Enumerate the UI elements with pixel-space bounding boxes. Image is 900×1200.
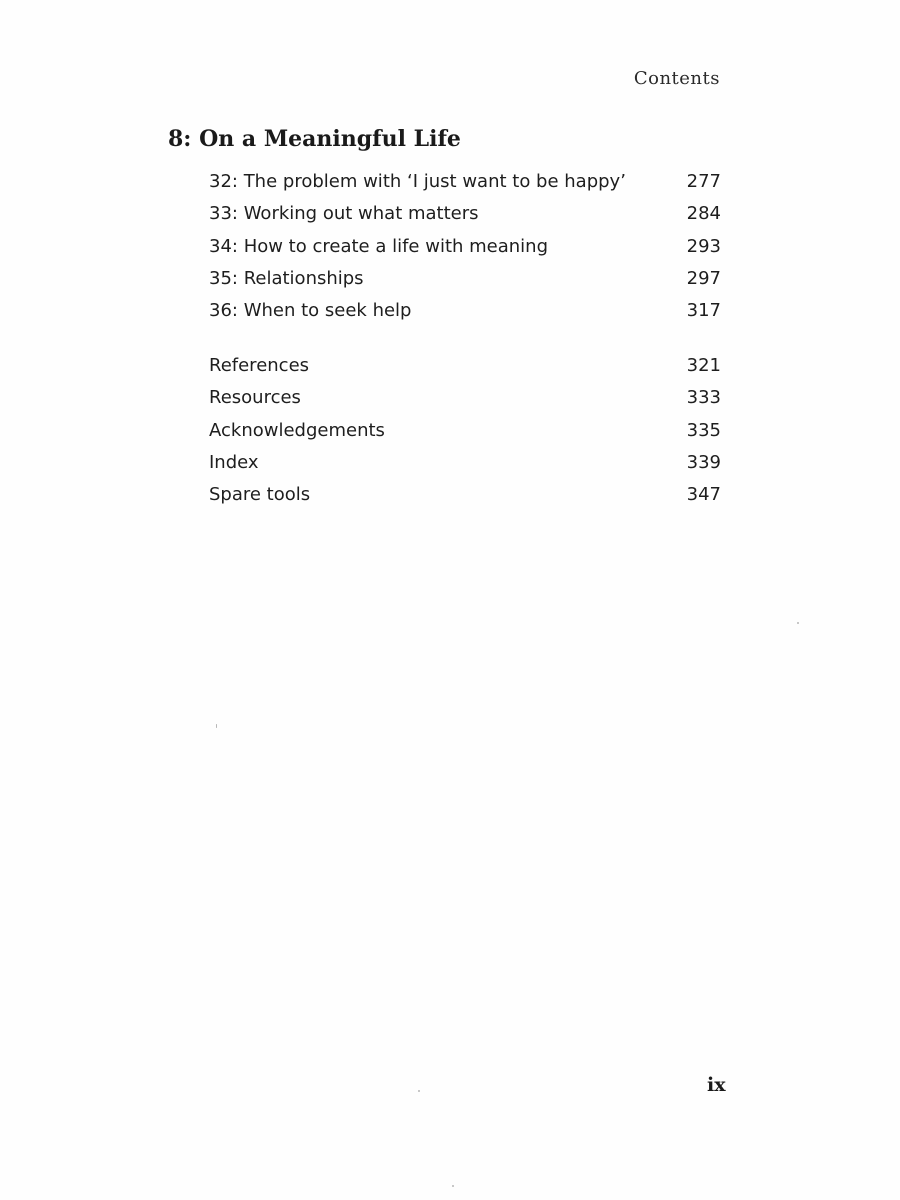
page-number: ix (707, 1074, 726, 1096)
toc-entry (209, 353, 721, 385)
toc-entry-title: 35: Relationships (209, 267, 364, 289)
toc-entry (209, 418, 721, 450)
toc-entry (209, 201, 721, 233)
toc-entry-page: 317 (686, 300, 721, 322)
part-title: 8: On a Meaningful Life (168, 126, 461, 152)
paper-speck (216, 724, 217, 728)
back-matter-list (209, 353, 721, 514)
toc-entry-title: Index (209, 451, 259, 473)
toc-entry-title: 33: Working out what matters (209, 203, 479, 225)
toc-entry (209, 298, 721, 330)
toc-entry-page: 297 (686, 267, 721, 289)
toc-entry-title: Spare tools (209, 484, 311, 506)
toc-entry-page: 293 (686, 235, 721, 257)
toc-entry (209, 266, 721, 298)
running-head: Contents (633, 68, 720, 89)
paper-speck (452, 1185, 454, 1187)
toc-entry (209, 169, 721, 201)
toc-entry-page: 277 (686, 171, 721, 192)
toc-entry-title: 34: How to create a life with meaning (209, 235, 549, 257)
toc-entry-title: Resources (209, 387, 301, 409)
toc-entry-page: 347 (686, 484, 721, 506)
toc-entry-page: 335 (686, 419, 721, 441)
toc-entry (209, 450, 721, 482)
toc-entry-page: 321 (686, 355, 721, 376)
toc-entry-title: References (209, 355, 310, 376)
toc-entry (209, 482, 721, 514)
toc-entry (209, 234, 721, 266)
toc-entry-title: 32: The problem with ‘I just want to be happy’ (209, 171, 626, 192)
toc-entry-page: 333 (686, 387, 721, 409)
toc-entry (209, 385, 721, 417)
paper-speck (418, 1090, 420, 1092)
toc-entry-title: Acknowledgements (209, 419, 385, 441)
paper-speck (797, 622, 799, 624)
toc-entry-page: 339 (686, 451, 721, 473)
toc-entry-page: 284 (686, 203, 721, 225)
toc-entry-title: 36: When to seek help (209, 300, 412, 322)
chapter-list (209, 169, 721, 330)
